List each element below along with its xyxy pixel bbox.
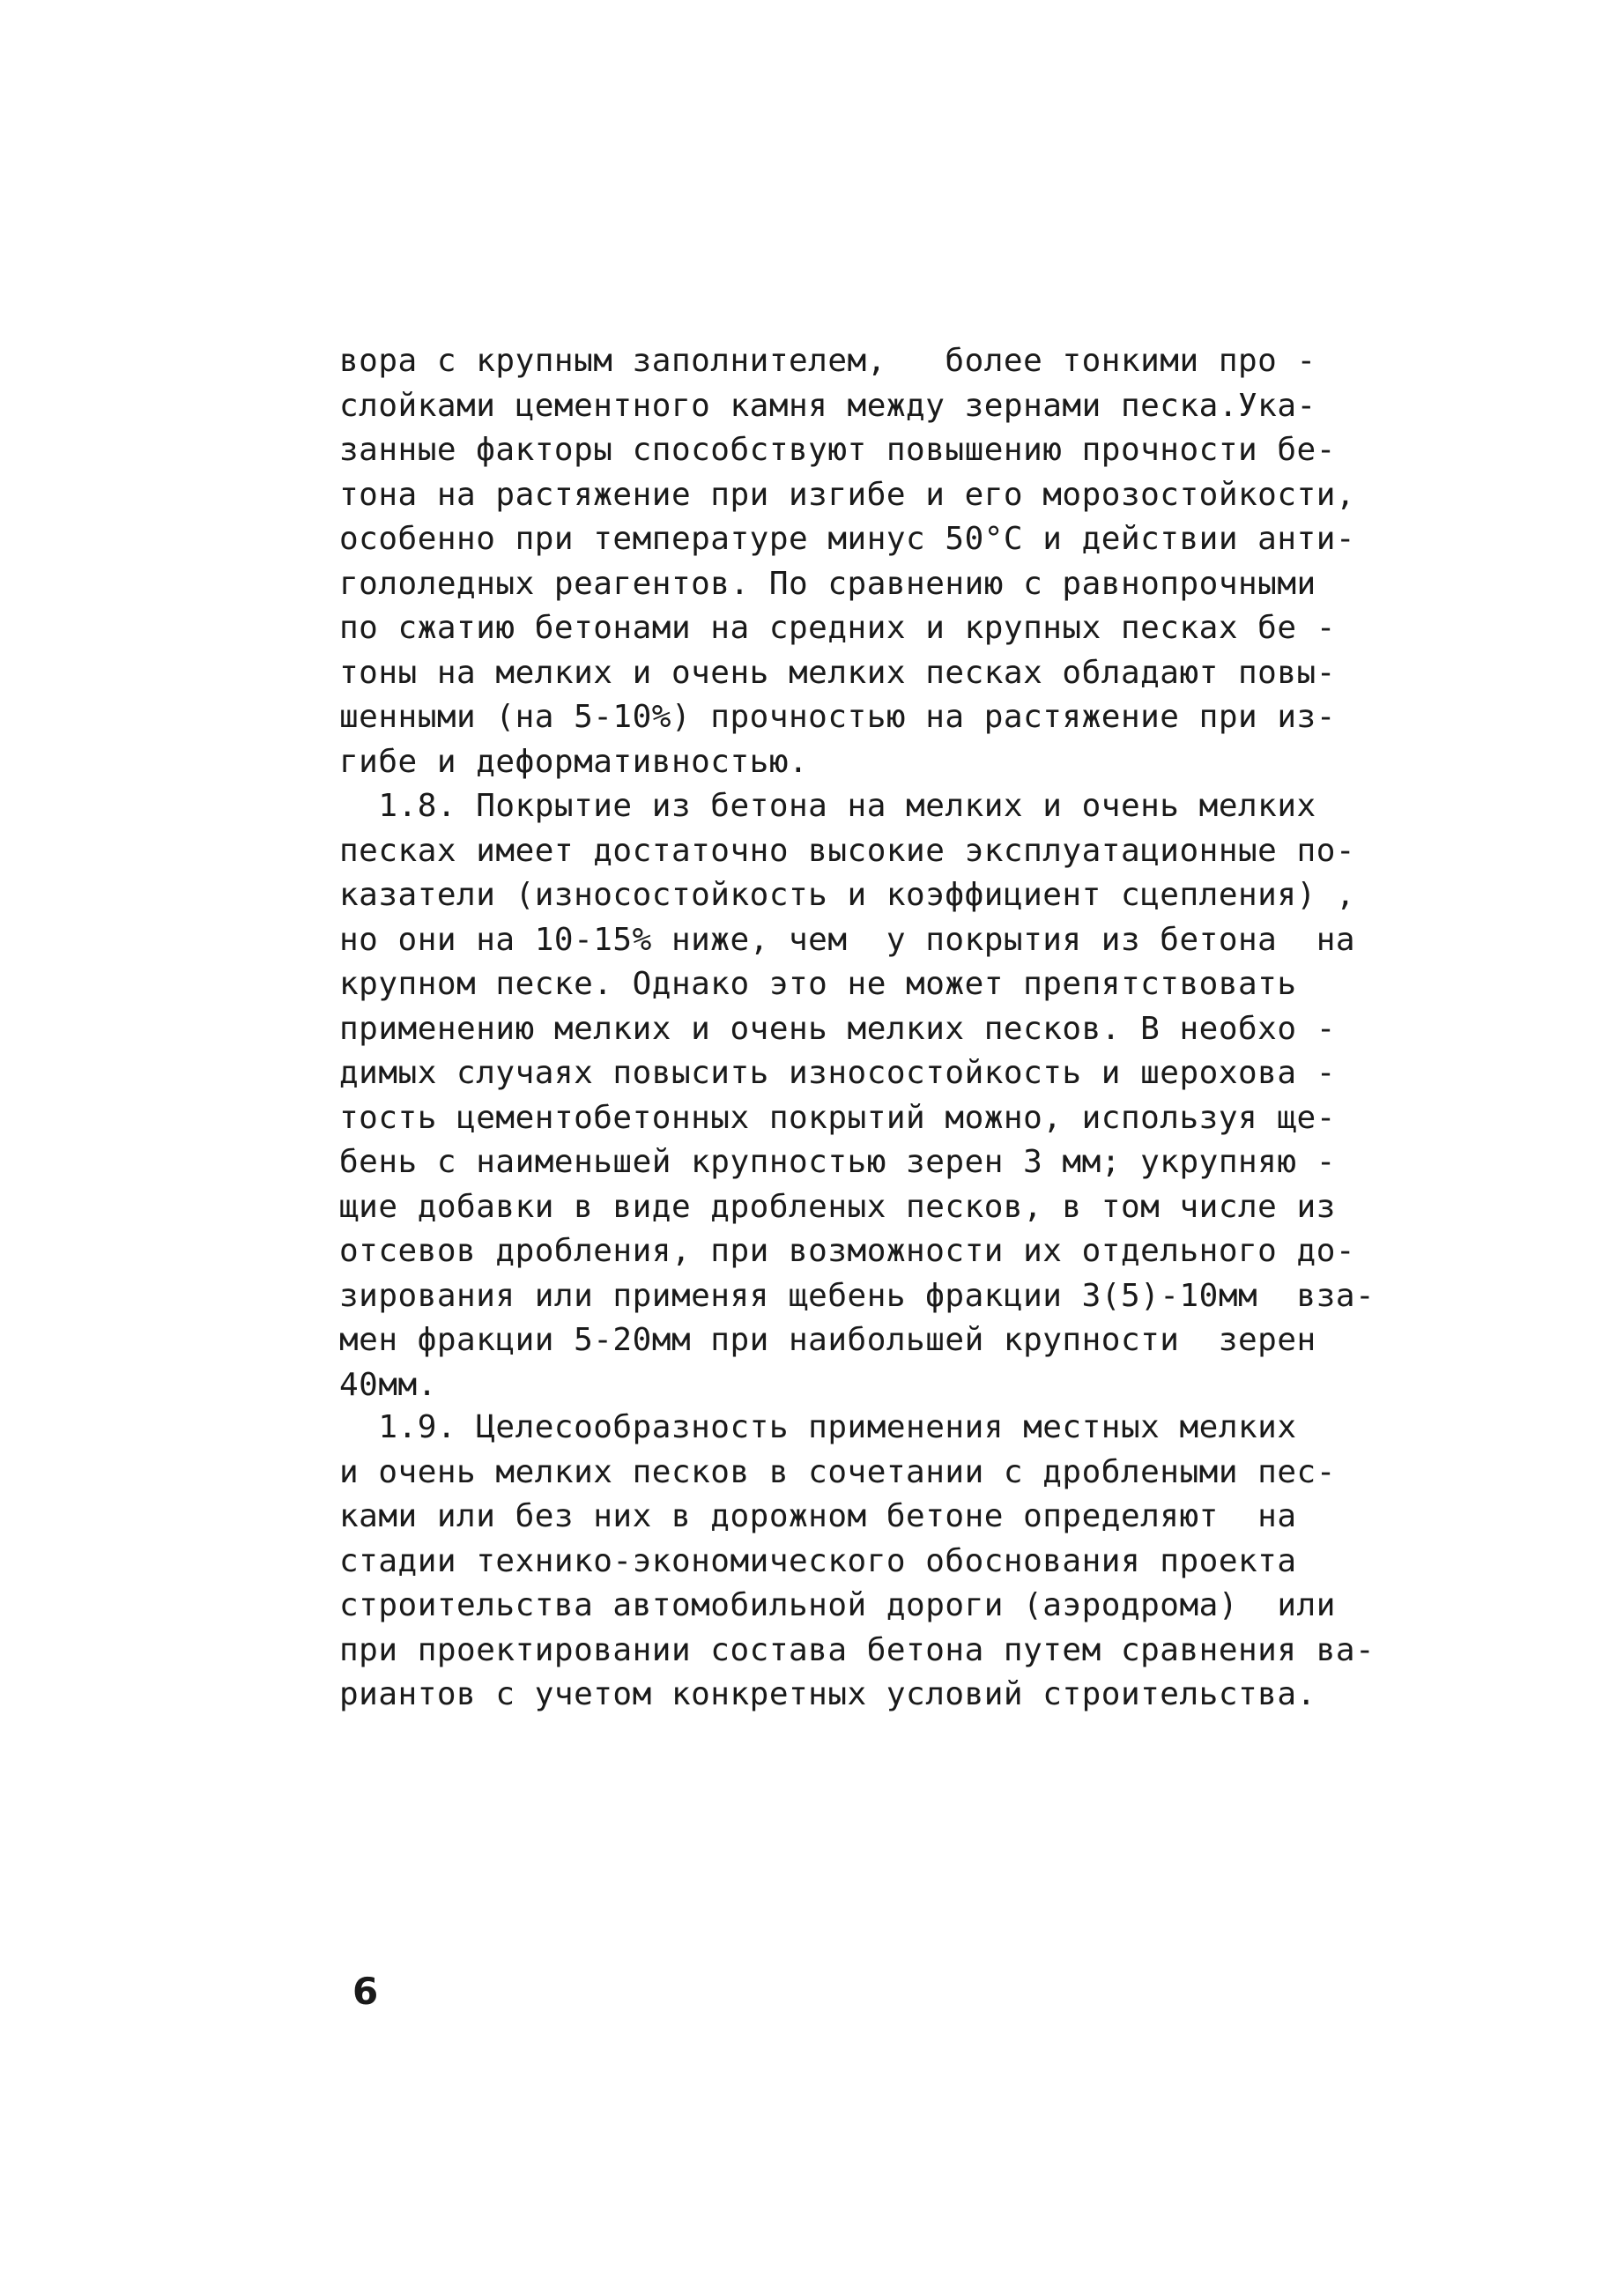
text-line: риантов с учетом конкретных условий строительства. — [339, 1676, 1316, 1712]
text-line: тость цементобетонных покрытий можно, используя ще- — [339, 1099, 1336, 1136]
text-line: казатели (износостойкость и коэффициент сцепления) , — [339, 877, 1356, 913]
text-line: занные факторы способствуют повышению прочности бе- — [339, 432, 1336, 468]
text-line: гибе и деформативностью. — [339, 743, 809, 780]
text-line: но они на 10-15% ниже, чем у покрытия из бетона на — [339, 921, 1356, 958]
text-line: вора с крупным заполнителем, более тонкими про - — [339, 343, 1316, 379]
text-line: 1.8. Покрытие из бетона на мелких и очень мелких — [339, 788, 1316, 824]
paragraph-1-9 — [339, 1406, 1476, 1718]
paragraph-1 — [339, 339, 1476, 784]
text-line: слойками цементного камня между зернами песка.Ука- — [339, 387, 1316, 424]
text-line: гололедных реагентов. По сравнению с равнопрочными — [339, 565, 1316, 602]
text-line: строительства автомобильной дороги (аэродрома) или — [339, 1587, 1336, 1623]
paragraph-1-8 — [339, 784, 1476, 1407]
text-line: мен фракции 5-20мм при наибольшей крупности зерен — [339, 1322, 1316, 1358]
text-line: тона на растяжение при изгибе и его морозостойкости, — [339, 476, 1356, 513]
text-line: 40мм. — [339, 1366, 437, 1403]
text-line: стадии технико-экономического обоснования проекта — [339, 1542, 1297, 1579]
text-line: щие добавки в виде дробленых песков, в том числе из — [339, 1188, 1336, 1225]
text-line: применению мелких и очень мелких песков. В необхо - — [339, 1010, 1336, 1047]
text-line: крупном песке. Однако это не может препятствовать — [339, 966, 1297, 1002]
text-line: при проектировании состава бетона путем сравнения ва- — [339, 1631, 1376, 1668]
text-line: песках имеет достаточно высокие эксплуатационные по- — [339, 832, 1356, 869]
text-line: и очень мелких песков в сочетании с дроблеными пес- — [339, 1453, 1336, 1490]
text-line: бень с наименьшей крупностью зерен 3 мм; укрупняю - — [339, 1144, 1336, 1180]
text-line: особенно при температуре минус 50°С и действии анти- — [339, 521, 1356, 557]
text-line: ками или без них в дорожном бетоне определяют на — [339, 1498, 1297, 1534]
text-line: отсевов дробления, при возможности их отдельного до- — [339, 1233, 1356, 1269]
text-line: зирования или применяя щебень фракции 3(5)-10мм вза- — [339, 1277, 1376, 1314]
text-line: тоны на мелких и очень мелких песках обладают повы- — [339, 654, 1336, 691]
text-line: 1.9. Целесообразность применения местных мелких — [339, 1409, 1297, 1445]
text-line: димых случаях повысить износостойкость и шерохова - — [339, 1055, 1336, 1091]
text-line: по сжатию бетонами на средних и крупных песках бе - — [339, 610, 1336, 646]
text-line: шенными (на 5-10%) прочностью на растяжение при из- — [339, 699, 1336, 735]
page-number: 6 — [352, 1970, 379, 2013]
